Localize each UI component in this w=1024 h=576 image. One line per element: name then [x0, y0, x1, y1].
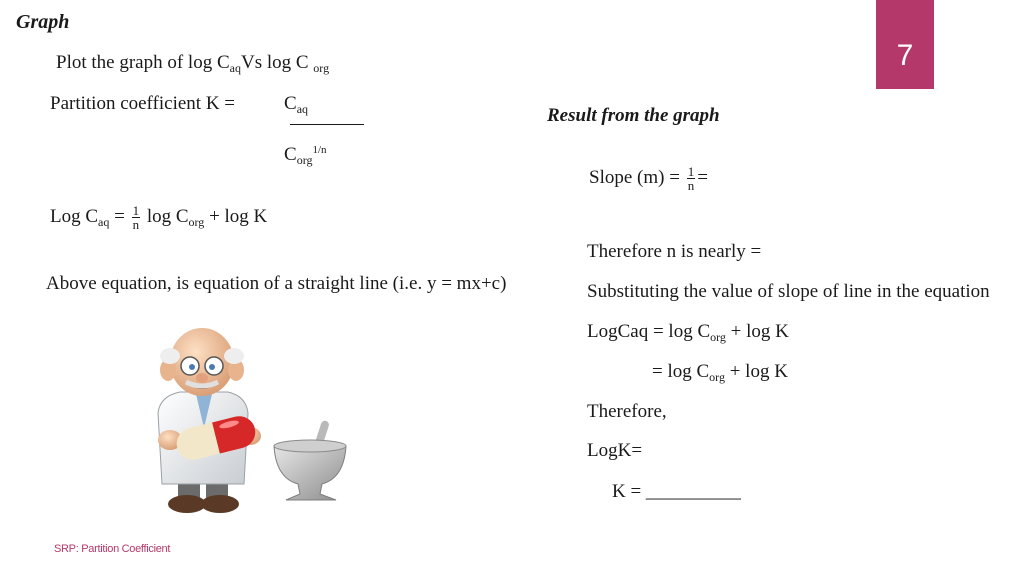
substituting-line: Substituting the value of slope of line in the equation — [587, 281, 990, 302]
slide-number-badge — [876, 0, 934, 89]
frac-den-c: C — [284, 144, 297, 165]
result-heading: Result from the graph — [547, 105, 720, 126]
graph-heading: Graph — [16, 11, 70, 33]
frac-den-sub: org — [296, 153, 313, 167]
fraction-numerator — [284, 93, 308, 115]
log-eq-equals: = — [114, 205, 125, 227]
plot-sub-org: org — [313, 61, 330, 75]
plot-sub-aq: aq — [229, 61, 241, 75]
log-eq-sub-aq: aq — [98, 214, 110, 229]
one-over-n-fraction — [132, 204, 141, 231]
log-equation — [50, 204, 267, 231]
eq2-sub: org — [709, 370, 725, 384]
fraction-denominator — [284, 144, 327, 166]
k-equals-line: K = __________ — [612, 481, 741, 502]
footer-label: SRP: Partition Coefficient — [54, 543, 171, 555]
frac-n: n — [132, 217, 140, 232]
frac-num-c: C — [284, 93, 297, 114]
plot-instruction — [56, 52, 329, 74]
log-eq-sub-org: org — [188, 214, 205, 229]
slope-label: Slope (m) = — [589, 166, 680, 188]
fraction-bar — [290, 124, 364, 125]
logcaq-suffix: + log K — [730, 321, 789, 342]
frac-one: 1 — [132, 203, 140, 218]
slope-equals: = — [697, 166, 708, 188]
log-eq-mid: log C — [146, 205, 189, 227]
slope-den: n — [687, 178, 695, 193]
slope-fraction — [687, 165, 696, 192]
logcaq-prefix: LogCaq = log C — [587, 321, 711, 342]
therefore-line: Therefore, — [587, 401, 667, 422]
eq2-suffix: + log K — [729, 361, 788, 382]
logcaq-equation — [587, 321, 789, 343]
slope-line — [589, 165, 708, 192]
log-eq-prefix: Log C — [50, 205, 99, 227]
eq2-prefix: = log C — [652, 361, 710, 382]
slope-num: 1 — [687, 164, 695, 179]
partition-coefficient-label: Partition coefficient K = — [50, 93, 236, 114]
n-nearly-line: Therefore n is nearly = — [587, 241, 762, 262]
scientist-illustration — [140, 318, 360, 523]
plot-vs: Vs log C — [240, 52, 309, 73]
slide-number: 7 — [896, 38, 914, 72]
plot-text: Plot the graph of log C — [56, 52, 230, 73]
logcaq-sub: org — [710, 330, 726, 344]
log-eq-suffix: + log K — [209, 205, 268, 227]
mortar-and-pestle — [274, 420, 346, 500]
frac-den-sup: 1/n — [312, 144, 327, 156]
logk-line: LogK= — [587, 440, 643, 461]
second-equation — [652, 361, 788, 383]
straight-line-statement: Above equation, is equation of a straight line (i.e. y = mx+c) — [46, 273, 507, 294]
frac-num-sub: aq — [296, 102, 309, 116]
